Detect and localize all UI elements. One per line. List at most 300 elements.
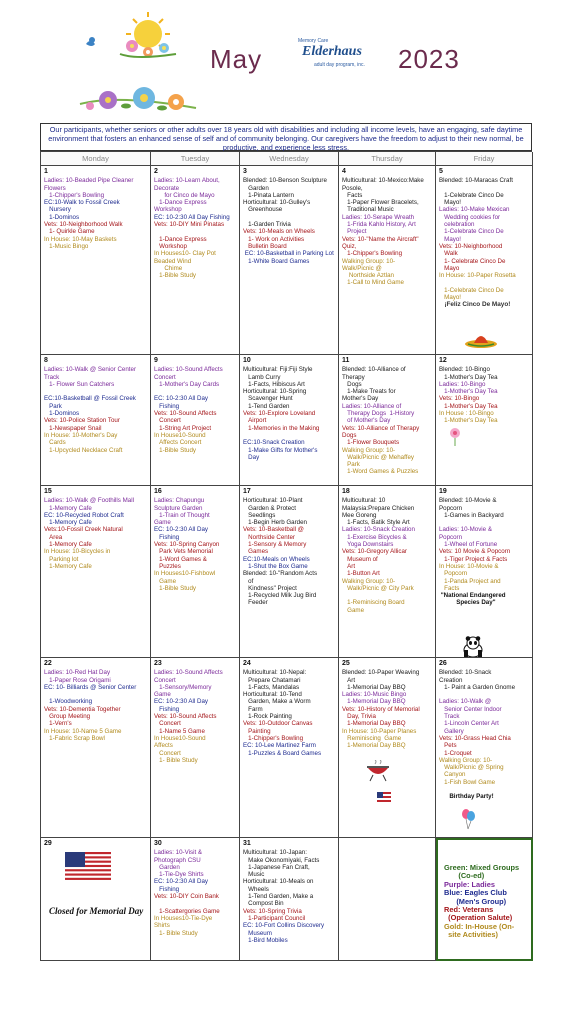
legend-entry: site Activities) (444, 930, 498, 940)
day-cell-23 (151, 658, 240, 838)
activity-line: Group Meeting (44, 713, 91, 721)
activity-line (243, 432, 335, 439)
day-cell-2 (151, 166, 240, 355)
date-number: 11 (342, 357, 350, 364)
activity-line: Ladies: 10-Bingo (439, 380, 486, 388)
mission-statement: Our participants, whether seniors or other adults over 18 years old with disabilities and including all income levels, have an engaging, safe daytime environment that fosters an enhanced sense of self and of community belonging. Our caregivers have the freedom to adjust to their new normal, be productive, and experience less stress. (40, 123, 532, 151)
activity-line: Photograph CSU (154, 856, 201, 864)
activity-line: Vets: 10-DIY Coin Bank (154, 893, 219, 901)
date-number: 9 (154, 357, 158, 364)
activity-line (243, 214, 335, 221)
closed-notice: Closed for Memorial Day (49, 906, 144, 916)
activity-line: 1-Music Bingo (44, 242, 89, 250)
activity-line: 1-Memorial Day BBQ (342, 683, 406, 691)
activity-line: Art (342, 562, 356, 570)
day-cell-10 (240, 355, 339, 486)
activity-line: 1- Paint a Garden Gnome (439, 683, 516, 691)
activity-line: Multicultural: 10 (342, 497, 386, 505)
activity-line: Ladies: 10-Sound Affects Concert (154, 366, 225, 381)
activity-line: 1-Tiger Project & Facts (439, 555, 508, 563)
date-number: 22 (44, 660, 52, 667)
activity-line: Vets: 10-Basketball @ (243, 526, 304, 534)
activity-line: EC: 10-Basketball in Parking Lot (243, 250, 334, 258)
activity-line: In Houses10- Clay Pot Beaded Wind (154, 250, 218, 265)
activity-line: Walk/Picnic @ (342, 264, 382, 272)
activity-line: Ladies: Chapungu (154, 497, 205, 505)
activity-line: Therapy (342, 373, 365, 381)
activity-line: EC: 10-2:30 All Day Fishing (154, 213, 230, 221)
month-title: May (210, 44, 263, 74)
activity-line: 1-Upcycled Necklace Craft (44, 446, 123, 454)
activity-line: 1-Garden Trivia (243, 221, 291, 229)
activity-line: 1-Tie-Dye Shirts (154, 871, 204, 879)
activity-line: Blended: 10-Snack (439, 669, 492, 677)
activity-line: 1-String Art Project (154, 424, 212, 432)
activity-line: Workshop (154, 242, 187, 250)
activity-line: Ladies: 10-Beaded Pipe Cleaner Flowers (44, 177, 136, 192)
activity-line: Vets: 10-Police Station Tour (44, 417, 120, 425)
activity-line: Walk/Picnic @ City Park (342, 584, 414, 592)
activity-line: 1-Newspaper Snail (44, 424, 102, 432)
activity-line: 1-Memory Cafe (44, 562, 92, 570)
activity-line: Games (243, 548, 269, 556)
day-header-thursday: Thursday (339, 152, 436, 166)
activity-line: Day, Trivia (342, 713, 376, 721)
activity-line: 1-Tend Garden (243, 402, 290, 410)
activity-line: 1-Sensory/Memory (154, 683, 212, 691)
activity-line: EC:10-Snack Creation (243, 439, 305, 447)
activity-line: 1-Mother's Day Cards (154, 380, 220, 388)
day-cell-19 (436, 486, 533, 658)
activity-line: Species Day" (439, 599, 496, 607)
flag-icon (375, 790, 393, 808)
activity-line: In House: 10-Paper Rosetta (439, 272, 516, 280)
activity-line: Park (44, 402, 62, 410)
balloons-icon (460, 808, 476, 830)
activity-line: In Houses10-Fishbowl (154, 570, 216, 578)
activity-line: Fishing (154, 705, 180, 713)
activity-line: Ladies: 10-Red Hat Day (44, 669, 111, 677)
date-number: 16 (154, 488, 162, 495)
activity-line: 1-Memory Cafe (44, 541, 92, 549)
activity-line: Greenhouse (243, 206, 283, 214)
activity-line: Museum of (342, 555, 378, 563)
activity-line: Vets: 10-Spring Trivia (243, 907, 302, 915)
activity-line: Affects (154, 742, 173, 750)
sombrero-icon (464, 329, 498, 349)
activity-line: Ladies: 10-Walk @ (439, 698, 492, 706)
activity-line: 1-Memorial Day BBQ (342, 720, 406, 728)
activity-line: Walking Group: 10- (342, 577, 396, 585)
date-number: 31 (243, 840, 251, 847)
date-number: 12 (439, 357, 447, 364)
activity-line: Seedlings (243, 511, 276, 519)
legend-entry: (Men's Group) (444, 896, 507, 906)
activity-line: Vets: 10-Neighborhood (439, 242, 503, 250)
activity-line: 1-Bible Study (154, 584, 196, 592)
activity-line: In House10-Sound (154, 431, 206, 439)
date-number: 2 (154, 168, 158, 175)
day-cell-24 (240, 658, 339, 838)
activity-line: Vets: 10-Dementia Together (44, 705, 121, 713)
day-cell-18 (339, 486, 436, 658)
activity-line: EC: 10-Fort Collins Discovery (243, 922, 325, 930)
activity-line: Vets: 10 Movie & Popcorn (439, 548, 511, 556)
activity-line: Affects Concert (154, 439, 202, 447)
activity-line: EC: 10-2:30 All Day (154, 526, 208, 534)
activity-line: Horticultural: 10-Gulley's (243, 199, 311, 207)
activity-line: Mayo! (439, 235, 462, 243)
date-number: 8 (44, 357, 48, 364)
activity-line: EC: 10-2:30 All Day (154, 395, 208, 403)
activity-line: Concert (154, 676, 176, 684)
day-cell-4 (339, 166, 436, 355)
activity-line: Creation (439, 676, 463, 684)
activity-line: Vets: 10-"Name the Aircraft" Quiz, (342, 235, 421, 250)
activity-line: Horticultural: 10-Plant (243, 497, 303, 505)
activity-line: Dogs (342, 431, 357, 439)
activity-line: EC:10-Walk to Fossil Creek (44, 199, 120, 207)
date-number: 18 (342, 488, 350, 495)
activity-line: 1-Sensory & Memory (243, 541, 307, 549)
activity-line: 1-Make Gifts for Mother's (243, 446, 318, 454)
activity-line: Vets: 10-Sound Affects (154, 410, 217, 418)
activity-line: 1-Dance Express Workshop (154, 199, 209, 214)
activity-line: 1-Memories in the Making (243, 424, 320, 432)
activity-line: Kindness" Project (243, 584, 297, 592)
day-cell-11 (339, 355, 436, 486)
activity-line: 1-Paper Rose Origami (44, 676, 111, 684)
legend-entry: Red: Veterans (444, 905, 494, 915)
activity-line: 1-Bible Study (154, 446, 196, 454)
activity-line: Garden & Protect (243, 504, 296, 512)
activity-line: In House : 10-Bingo (439, 410, 494, 418)
activity-line: 1-Dominos (44, 410, 80, 418)
activity-line: "National Endangered (439, 592, 506, 600)
activity-line: Ladies: 10-Serape Wreath (342, 213, 415, 221)
activity-line: In House: 10-Mother's Day (44, 431, 118, 439)
activity-line (439, 185, 529, 192)
activity-line: Mee Goreng (342, 511, 377, 519)
activity-line: Vets: 10-History of Memorial (342, 705, 420, 713)
activity-line: Game (154, 519, 171, 527)
legend-entry: (Co-ed) (444, 871, 485, 881)
activity-line: Popcorn (439, 504, 463, 512)
activity-line: 1-Tend Garden, Make a (243, 893, 314, 901)
activity-line: 1-Name 5 Game (154, 727, 205, 735)
activity-line: Sculpture Garden (154, 504, 203, 512)
activity-line: 1-Call to Mind Game (342, 279, 404, 287)
activity-line: 1- Flower Sun Catchers (44, 380, 115, 388)
activity-line: Ladies: 10-Alliance of (342, 402, 402, 410)
activity-line: Malaysia:Prepare Chicken (342, 504, 415, 512)
activity-line: 1-Chipper's Bowling (44, 191, 105, 199)
activity-line: 1-Japanese Fan Craft, (243, 863, 310, 871)
activity-line (154, 900, 236, 907)
activity-line: Vets: 10-Meals on Wheels (243, 228, 315, 236)
activity-line: 1-Paper Flower Bracelets, (342, 199, 419, 207)
activity-line: EC: 10- Billiards @ Senior Center (44, 683, 137, 691)
activity-line: Popcorn (439, 533, 463, 541)
activity-line: 1-Recycled Milk Jug Bird (243, 592, 317, 600)
day-cell-30 (151, 838, 240, 961)
activity-line: 1- Work on Activities (243, 235, 305, 243)
bbq-grill-icon (365, 760, 391, 782)
calendar-grid (40, 151, 532, 961)
activity-line: Vets: 10-Explore Loveland (243, 410, 316, 418)
activity-line: Reminiscing Game (342, 734, 402, 742)
activity-line: Ladies: 10-Make Mexican (439, 206, 510, 214)
activity-line: Ladies: 10-Visit & (154, 849, 203, 857)
activity-line: 1-Chipper's Bowling (243, 734, 304, 742)
activity-line: Wedding cookies for (439, 213, 501, 221)
activity-line (44, 388, 147, 395)
activity-line: 1-Mother's Day Tea (439, 373, 498, 381)
activity-line: Fishing (154, 885, 180, 893)
activity-line: Nursery (44, 206, 71, 214)
activity-line: 1-Pinata Lantern (243, 191, 294, 199)
activity-line: Walk (439, 250, 458, 258)
activity-line: Multicultural: 10-Mexico:Make Posole, (342, 177, 426, 192)
activity-line: celebration (439, 221, 475, 229)
activity-line: Parking lot (44, 555, 79, 563)
activity-line: Blended: 10-"Random Acts (243, 570, 318, 578)
activity-line: Garden, Make a Worm (243, 698, 311, 706)
activity-line (342, 592, 432, 599)
activity-line: 1-Mother's Day Tea (439, 388, 498, 396)
activity-line: Airport (243, 417, 267, 425)
empty-day-cell (339, 838, 436, 961)
flower-border-illustration (78, 74, 198, 120)
activity-line: Horticultural: 10-Spring (243, 388, 307, 396)
date-number: 19 (439, 488, 447, 495)
activity-line: 1-Reminiscing Board (342, 599, 405, 607)
day-cell-15 (41, 486, 151, 658)
legend-entry: Green: Mixed Groups (444, 863, 520, 872)
activity-line: 1-Chipper's Bowling (342, 250, 403, 258)
activity-line: 1-Dance Express (154, 235, 207, 243)
activity-line: 1-Memorial Day BBQ (342, 698, 406, 706)
activity-line: Vets: 10-DIY Mini Pinatas (154, 221, 225, 229)
sun-flower-illustration (76, 6, 196, 66)
legend-entry: Blue: Eagles Club (444, 888, 507, 898)
activity-line: Popcorn (439, 570, 468, 578)
activity-line: In Houses10-Tie-Dye (154, 914, 213, 922)
activity-line: 1-Mother's Day Tea (439, 417, 498, 425)
header (0, 0, 579, 120)
activity-line: 1-Scattergories Game (154, 907, 220, 915)
activity-line: 1- Bible Study (154, 756, 198, 764)
activity-line: 1-Celebrate Cinco De (439, 191, 504, 199)
day-cell-1 (41, 166, 151, 355)
activity-line: 1- Quirkle Game (44, 228, 95, 236)
activity-line: 1-Frida Kahlo History, Art (342, 221, 416, 229)
activity-line: 1-Facts, Batik Style Art (342, 519, 410, 527)
activity-line: 1-Games in Backyard (439, 511, 504, 519)
activity-line: In House: 10-Name 5 Game (44, 727, 122, 735)
day-cell-29 (41, 838, 151, 961)
day-cell-26 (436, 658, 533, 838)
activity-line: 1- Celebrate Cinco De (439, 257, 506, 265)
activity-line: Farm (243, 705, 263, 713)
date-number: 25 (342, 660, 350, 667)
activity-line: 1-Button Art (342, 570, 380, 578)
day-cell-16 (151, 486, 240, 658)
legend-list (444, 864, 519, 940)
activity-line: Ladies: 10-Movie & (439, 526, 492, 534)
activity-line: Day (243, 453, 260, 461)
date-number: 30 (154, 840, 162, 847)
day-cell-25 (339, 658, 436, 838)
activity-line: Ladies: 10-Walk @ Senior Center Track (44, 366, 138, 381)
activity-line: 1-Facts, Mandalas (243, 683, 300, 691)
activity-line (439, 691, 529, 698)
activity-line: Museum (243, 929, 272, 937)
activity-line: Blended: 10-Maracas Craft (439, 177, 513, 185)
date-number: 5 (439, 168, 443, 175)
group-color-legend (436, 838, 533, 961)
activity-line: 1-Celebrate Cinco De (439, 286, 504, 294)
activity-line: Horticultural: 10-Tend (243, 691, 302, 699)
activity-line: 1-Puzzles & Board Games (243, 749, 322, 757)
activity-line: Ladies: 10-Walk @ Foothills Mall (44, 497, 134, 505)
activity-line: 1-Lincoln Center Art (439, 720, 499, 728)
activity-line: Scavenger Hunt (243, 395, 293, 403)
activity-line: In House: 10-Paper Planes (342, 727, 417, 735)
activity-line: 1-Woodworking (44, 698, 93, 706)
activity-line: 1-Rock Painting (243, 713, 292, 721)
activity-line: EC: 10-2:30 All Day (154, 878, 208, 886)
date-number: 17 (243, 488, 251, 495)
year-title: 2023 (398, 44, 460, 74)
day-cell-8 (41, 355, 151, 486)
activity-line: Birthday Party! (439, 793, 494, 801)
date-number: 15 (44, 488, 52, 495)
activity-line: Ladies: 10-Sound Affects (154, 669, 223, 677)
activity-line: Horticultural: 10-Meals on (243, 878, 314, 886)
activity-line: 1-Croquet (439, 749, 472, 757)
activity-line: Vets: 10-Alliance of Therapy (342, 424, 420, 432)
activity-line: Mayo (439, 264, 460, 272)
day-header-tuesday: Tuesday (151, 152, 240, 166)
activity-line: Fishing (154, 402, 180, 410)
activity-line: Garden (154, 863, 180, 871)
activity-line: Blended: 10-Alliance of (342, 366, 406, 374)
activity-line: Blended: 10-Bingo (439, 366, 490, 374)
activity-line: Dogs (342, 380, 362, 388)
activity-line: Vets:10-Fossil Creek Natural (44, 526, 123, 534)
activity-line: Canyon (439, 771, 466, 779)
date-number: 26 (439, 660, 447, 667)
activity-line: Make Okonomiyaki, Facts (243, 856, 320, 864)
activity-line (439, 279, 529, 286)
day-cell-9 (151, 355, 240, 486)
activity-line: Blended: 10-Movie & (439, 497, 497, 505)
activity-line: 1-Facts, Hibiscus Art (243, 380, 305, 388)
activity-line: EC:10-Basketball @ Fossil Creek (44, 395, 136, 403)
activity-line: EC: 10-Lee Martinez Farm (243, 742, 316, 750)
activity-line: 1-Wheel of Fortune (439, 541, 498, 549)
activity-line: Painting (243, 727, 271, 735)
activity-line: Game (154, 577, 177, 585)
activity-line: Yoga Downstairs (342, 541, 394, 549)
activity-line: Traditional Music (342, 206, 394, 214)
activity-line: 1-Panda Project and (439, 577, 501, 585)
activity-line: Multicultural: 10-Nepal: (243, 669, 307, 677)
activity-line: Project (342, 228, 367, 236)
activity-line: Walk/Picnic @ Spring (439, 764, 504, 772)
day-header-monday: Monday (41, 152, 151, 166)
activity-line: 1-Exercise Bicycles & (342, 533, 407, 541)
mothers-day-flower-icon (446, 425, 472, 447)
activity-line (154, 228, 236, 235)
activity-line: 1-Flower Bouquets (342, 439, 400, 447)
legend-entry: Gold: In-House (On- (444, 921, 515, 931)
date-number: 1 (44, 168, 48, 175)
activity-line: Facts (439, 584, 460, 592)
day-header-friday: Friday (436, 152, 533, 166)
day-cell-5 (436, 166, 533, 355)
day-cell-17 (240, 486, 339, 658)
activity-line: In House: 10-May Baskets (44, 235, 117, 243)
activity-line: 1-Fabric Scrap Bowl (44, 734, 105, 742)
activity-line: Ladies: 10-Snack Creation (342, 526, 415, 534)
activity-line: Prepare Chatamari (243, 676, 301, 684)
day-cell-3 (240, 166, 339, 355)
date-number: 23 (154, 660, 162, 667)
activity-line: Vets: 10-Sound Affects (154, 713, 217, 721)
date-number: 29 (44, 840, 52, 847)
activity-line: Park (342, 461, 360, 469)
activity-line: Walking Group: 10- (342, 446, 396, 454)
activity-line: Art (342, 676, 356, 684)
activity-line: Feeder (243, 599, 268, 607)
activity-line: Vets: 10-Bingo (439, 395, 480, 403)
activity-line: of (243, 577, 254, 585)
activity-line: In House10-Sound (154, 734, 206, 742)
activity-line: Walking Group: 10- (342, 257, 396, 265)
legend-entry: (Operation Salute) (444, 913, 513, 923)
activity-line: Chime (154, 264, 183, 272)
activity-line: Fishing (154, 533, 180, 541)
activity-line: Walking Group: 10- (439, 756, 493, 764)
activity-line: Vets: 10-Gregory Allicar (342, 548, 407, 556)
activity-line: Music (243, 871, 265, 879)
activity-line: EC: 10-Recycled Robot Craft (44, 511, 124, 519)
date-number: 4 (342, 168, 346, 175)
activity-line: 1-Begin Herb Garden (243, 519, 307, 527)
activity-line: Shirts (154, 922, 170, 930)
activity-line: Multicultural: Fiji:Fiji Style (243, 366, 313, 374)
activity-line: Vets: 10-Outdoor Canvas (243, 720, 313, 728)
activity-line: Vets: 10-Grass Head Chia (439, 734, 511, 742)
day-cell-31 (240, 838, 339, 961)
activity-line: 1-White Board Games (243, 257, 310, 265)
activity-line: 1-Memory Cafe (44, 504, 92, 512)
activity-line: Ladies: 10-Learn About, Decorate (154, 177, 222, 192)
activity-line: Wheels (243, 885, 269, 893)
activity-line: Gallery (439, 727, 464, 735)
activity-line: In House: 10-Movie & (439, 562, 499, 570)
activity-line: Mayo! (439, 294, 462, 302)
activity-line: Pets (439, 742, 457, 750)
activity-line: Game (154, 691, 171, 699)
activity-line: Ladies: 10-Music Bingo (342, 691, 407, 699)
activity-line: EC:10-Meals on Wheels (243, 555, 310, 563)
day-cell-22 (41, 658, 151, 838)
activity-line: 1-Fish Bowl Game (439, 778, 496, 786)
activity-line: Garden (243, 184, 269, 192)
